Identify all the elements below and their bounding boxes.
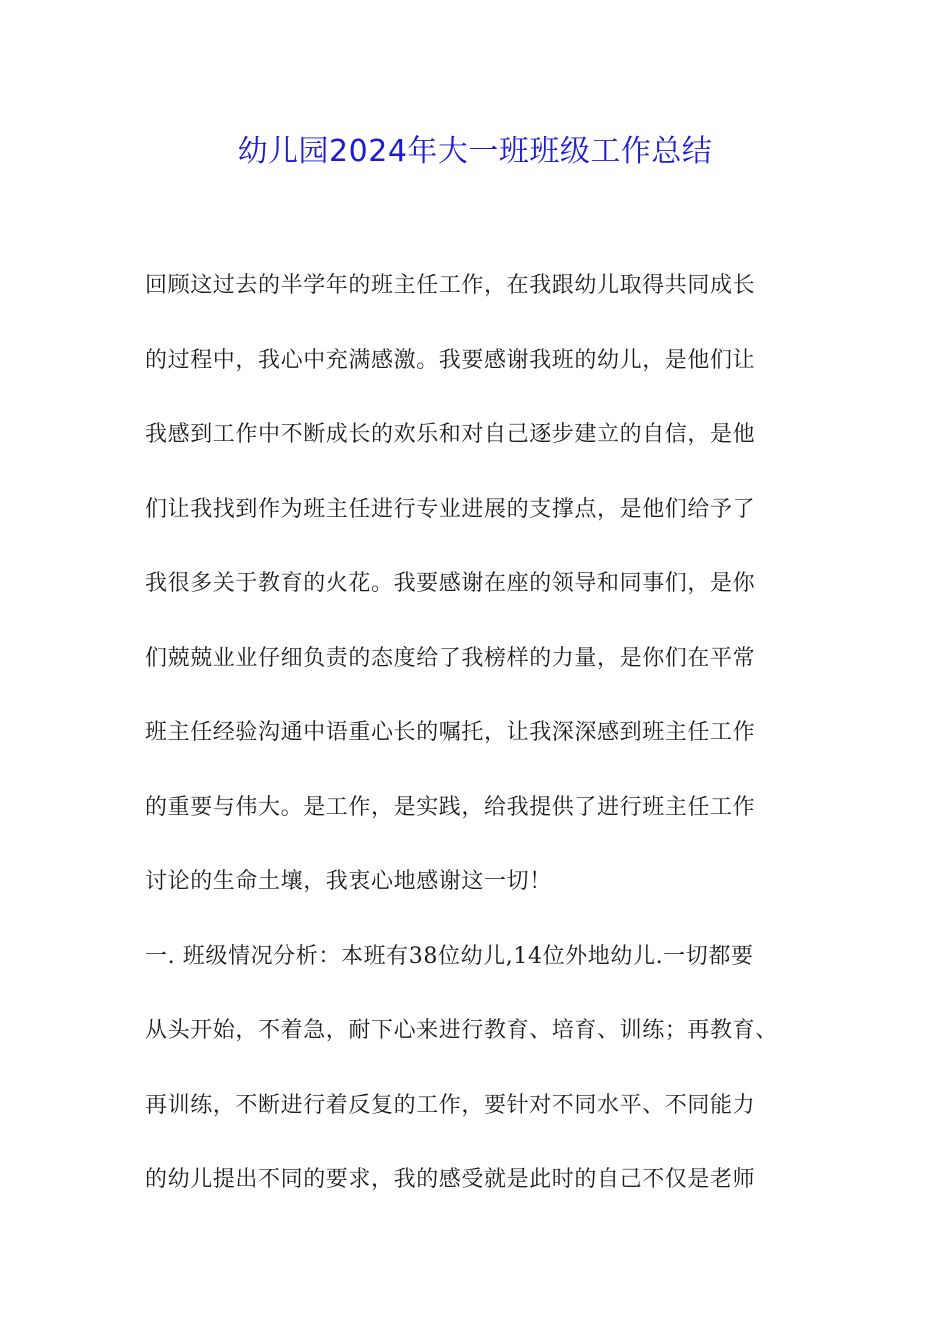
- body-line: 我感到工作中不断成长的欢乐和对自己逐步建立的自信，是他: [145, 422, 756, 447]
- body-line: 班主任经验沟通中语重心长的嘱托，让我深深感到班主任工作: [145, 720, 756, 745]
- body-line: 我很多关于教育的火花。我要感谢在座的领导和同事们，是你: [145, 571, 756, 596]
- document-title: 幼儿园2024年大一班班级工作总结: [237, 134, 713, 169]
- document-body: [145, 264, 825, 1233]
- body-line: 再训练，不断进行着反复的工作，要针对不同水平、不同能力: [145, 1092, 756, 1118]
- body-line: 一. 班级情况分析：本班有38位幼儿,14位外地幼儿.一切都要: [145, 943, 754, 969]
- body-line: 的幼儿提出不同的要求，我的感受就是此时的自己不仅是老师: [145, 1167, 756, 1192]
- body-line: 从头开始，不着急，耐下心来进行教育、培育、训练；再教育、: [145, 1018, 778, 1043]
- body-line: 们兢兢业业仔细负责的态度给了我榜样的力量，是你们在平常: [145, 645, 756, 671]
- body-line: 的重要与伟大。是工作，是实践，给我提供了进行班主任工作: [145, 794, 756, 820]
- body-line: 回顾这过去的半学年的班主任工作，在我跟幼儿取得共同成长: [145, 273, 756, 298]
- body-line: 的过程中，我心中充满感激。我要感谢我班的幼儿，是他们让: [145, 347, 756, 373]
- body-line: 讨论的生命土壤，我衷心地感谢这一切！: [145, 869, 552, 894]
- body-line: 们让我找到作为班主任进行专业进展的支撑点，是他们给予了: [145, 496, 756, 522]
